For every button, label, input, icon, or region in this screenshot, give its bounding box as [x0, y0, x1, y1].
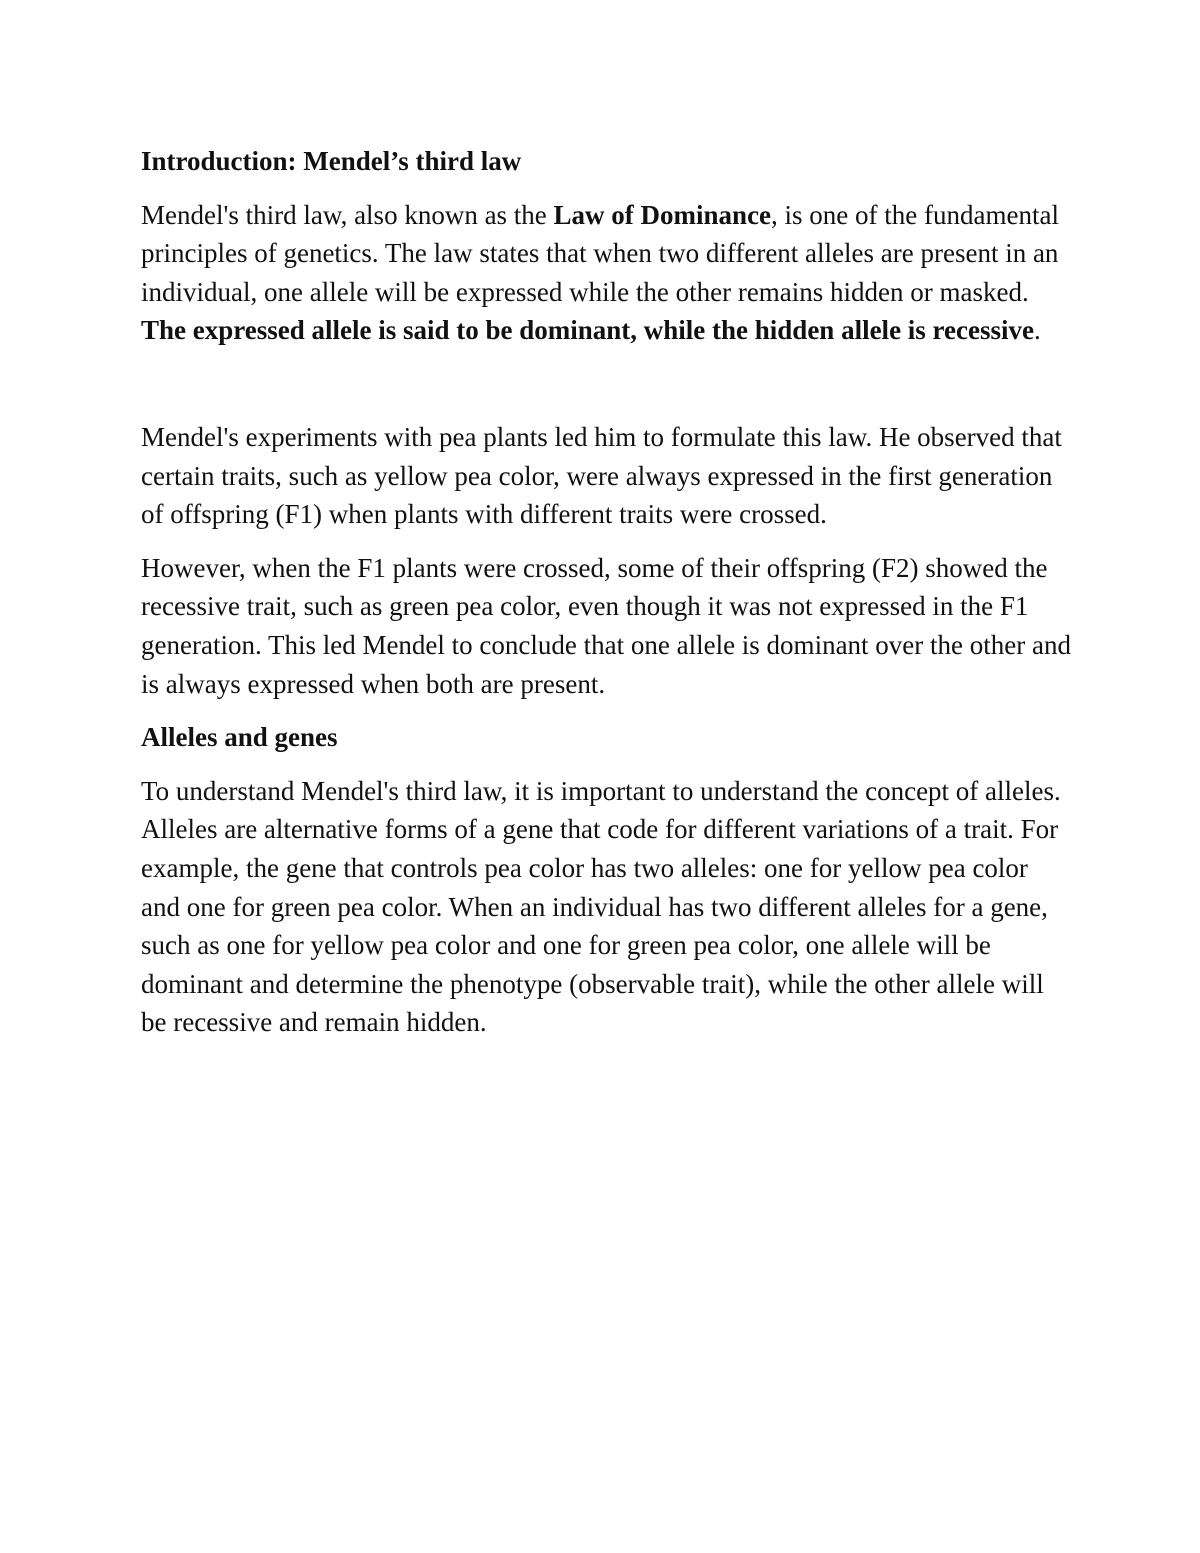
f1-cross-paragraph: However, when the F1 plants were crossed, some of their offspring (F2) showed the recessive trait, such as green pea color, even though it was not expressed in the F1 generation. This led Mendel to conclude that one allele is dominant over the other and is always expressed when both are present.: [141, 552, 1071, 699]
spacer: [141, 350, 1071, 418]
intro-text-part1: Mendel's third law, also known as the: [141, 199, 554, 230]
intro-text-part3: .: [1034, 315, 1041, 346]
intro-paragraph: [141, 196, 1071, 350]
section-heading-alleles: Alleles and genes: [141, 722, 338, 753]
spacer: [141, 757, 1071, 772]
intro-bold-law-of-dominance: Law of Dominance: [553, 199, 772, 230]
section-heading-introduction: Introduction: Mendel’s third law: [141, 146, 522, 176]
intro-text-part2: , is one of the fundamental principles of genetics. The law states that when two different alleles are present in an individual, one allele will be expressed while the other remains hidden or masked.: [141, 199, 1059, 307]
spacer: [141, 181, 1071, 196]
experiments-paragraph: Mendel's experiments with pea plants led him to formulate this law. He observed that certain traits, such as yellow pea color, were always expressed in the first generation of offspring (F1) when plants with different traits were crossed.: [141, 421, 1062, 530]
intro-bold-dominant-recessive: The expressed allele is said to be dominant, while the hidden allele is recessive: [141, 315, 1035, 346]
document-page: [141, 142, 1071, 1042]
spacer: [141, 534, 1071, 549]
spacer: [141, 703, 1071, 718]
alleles-paragraph: To understand Mendel's third law, it is important to understand the concept of alleles. Alleles are alternative forms of a gene that code for different variations of a trait. For example, the gene that controls pea color has two alleles: one for yellow pea color and one for green pea color. When an individual has two different alleles for a gene, such as one for yellow pea color and one for green pea color, one allele will be dominant and determine the phenotype (observable trait), while the other allele will be recessive and remain hidden.: [141, 775, 1061, 1038]
